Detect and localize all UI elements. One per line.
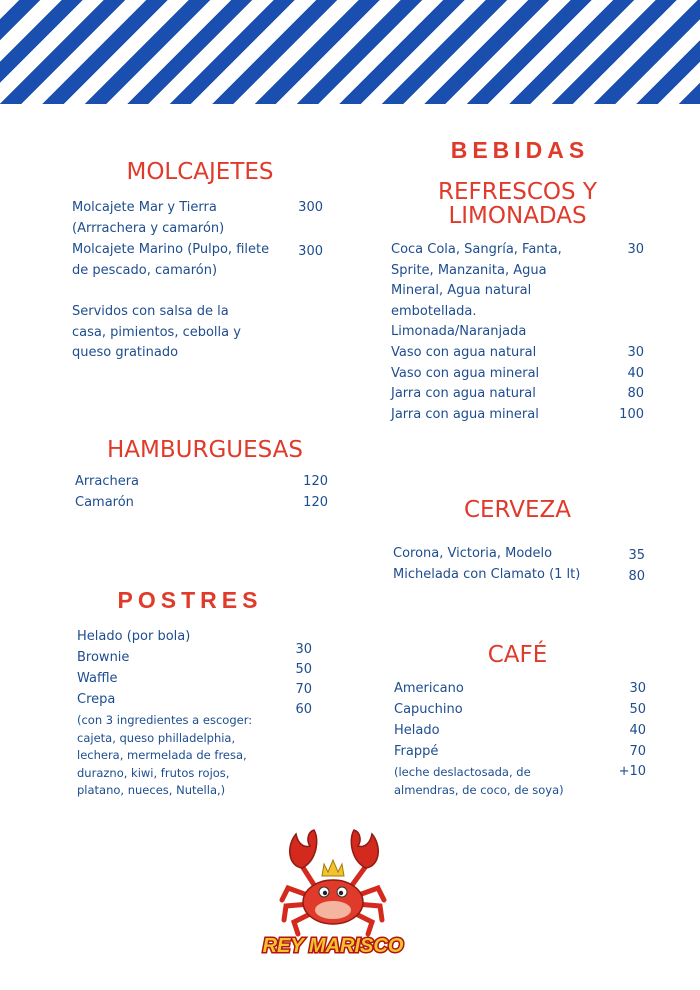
menu-item-price: 30 [627, 242, 644, 257]
rey-marisco-logo [258, 826, 408, 966]
menu-item-price: 300 [298, 200, 323, 215]
bebidas-heading: BEBIDAS [450, 137, 590, 163]
menu-item-name: Molcajete Mar y Tierra (Arrrachera y camarón) [72, 200, 225, 236]
molcajetes-heading: MOLCAJETES [126, 159, 274, 185]
menu-item-name: Brownie [77, 650, 130, 665]
menu-item-price: 35 [628, 548, 645, 563]
cafe-heading: CAFÉ [487, 642, 548, 668]
menu-item-price: 70 [629, 744, 646, 759]
menu-item-name: Crepa [77, 692, 116, 707]
menu-item-price: 80 [627, 386, 644, 401]
svg-text:REY MARISCO: REY MARISCO [262, 935, 404, 957]
menu-item-price: 70 [295, 682, 312, 697]
menu-item-name: Capuchino [394, 702, 463, 717]
menu-item-price: 40 [627, 366, 644, 381]
postres-heading: POSTRES [117, 587, 263, 613]
refrescos-heading: REFRESCOS Y LIMONADAS [438, 179, 597, 229]
menu-item-price: 120 [303, 495, 328, 510]
menu-item-name: Jarra con agua mineral [391, 407, 539, 422]
menu-item-name: Frappé [394, 744, 439, 759]
menu-item-name: Waffle [77, 671, 118, 686]
menu-item-price: 30 [295, 642, 312, 657]
menu-item-name: Michelada con Clamato (1 lt) [393, 567, 581, 582]
menu-item-price: 30 [629, 681, 646, 696]
menu-item-price: 300 [298, 244, 323, 259]
menu-item-name: Jarra con agua natural [391, 386, 536, 401]
menu-item-price: 100 [619, 407, 644, 422]
menu-item-name: Camarón [75, 495, 134, 510]
molcajetes-note: Servidos con salsa de la casa, pimientos, cebolla y queso gratinado [72, 304, 241, 360]
menu-item-price: 80 [628, 569, 645, 584]
menu-item-name: Americano [394, 681, 464, 696]
postres-note: (con 3 ingredientes a escoger: cajeta, queso philladelphia, lechera, mermelada de fresa, durazno, kiwi, frutos rojos, platano, nueces, Nutella,) [77, 713, 253, 797]
menu-item-price: 60 [295, 702, 312, 717]
logo-text [263, 935, 404, 957]
menu-item-price: 50 [629, 702, 646, 717]
menu-item-name: Helado (por bola) [77, 629, 191, 644]
menu-item-name: Coca Cola, Sangría, Fanta, Sprite, Manzanita, Agua Mineral, Agua natural embotellada. [391, 242, 562, 319]
menu-item-name: Molcajete Marino (Pulpo, filete de pescado, camarón) [72, 242, 270, 278]
menu-item-name: Corona, Victoria, Modelo [393, 546, 553, 561]
menu-item-name: Vaso con agua natural [391, 345, 537, 360]
menu-item-price: 40 [629, 723, 646, 738]
hamburguesas-heading: HAMBURGUESAS [106, 437, 304, 463]
cafe-note: (leche deslactosada, de almendras, de coco, de soya) [394, 765, 564, 797]
menu-item-price: 50 [295, 662, 312, 677]
menu-item-name: Arrachera [75, 474, 140, 489]
menu-item-price: 30 [627, 345, 644, 360]
crab-icon [282, 830, 384, 934]
cafe-note-price: +10 [618, 764, 646, 779]
cerveza-heading: CERVEZA [463, 497, 572, 523]
menu-item-name: Vaso con agua mineral [391, 366, 540, 381]
menu-item-name: Helado [394, 723, 440, 738]
striped-banner [0, 0, 700, 104]
menu-item-price: 120 [303, 474, 328, 489]
limonada-subheading: Limonada/Naranjada [391, 324, 527, 339]
